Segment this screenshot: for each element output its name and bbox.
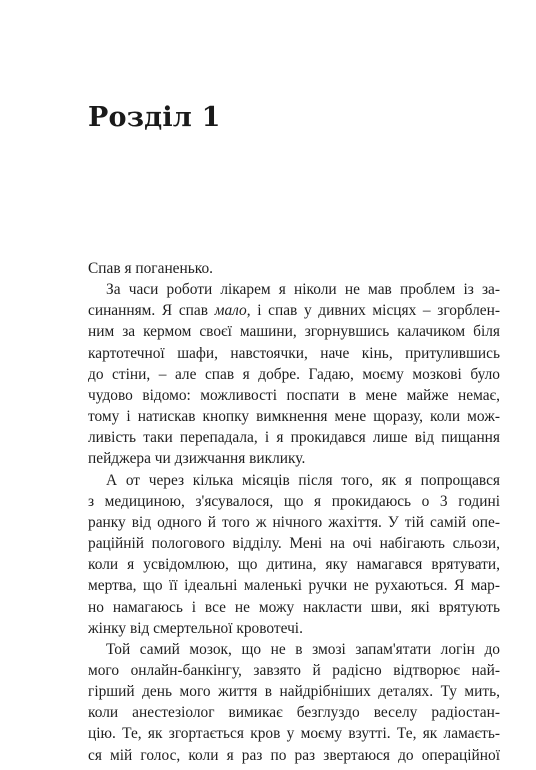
text-line: ливість таки перепадала, і я прокидався лише від пищання (88, 429, 500, 447)
text-line: мого онлайн-банкінгу, завзято й радісно відтворює най- (88, 661, 500, 679)
text-fragment: синанням. Я спав (88, 302, 208, 320)
text-line: з медициною, з'ясувалося, що я прокидаюсь о 3 годині (88, 492, 500, 510)
text-line: Спав я поганенько. (88, 260, 214, 277)
text-line: За часи роботи лікарем я ніколи не мав проблем із за- (106, 281, 500, 299)
chapter-body (88, 258, 500, 766)
chapter-title: Розділ 1 (88, 102, 221, 133)
text-line: тому і натискав кнопку вимкнення мене щоразу, коли мож- (88, 408, 500, 426)
text-line: мертва, що її ідеальні маленькі ручки не рухаються. Я мар- (88, 577, 500, 595)
text-line: раційній пологового відділу. Мені на очі набігають сльози, (88, 535, 500, 553)
text-line: гірший день мого життя в найдрібніших деталях. Ту мить, (88, 683, 500, 701)
text-line: картотечної шафи, навстоячки, наче кінь, притулившись (88, 344, 500, 362)
italic-word: мало (214, 302, 247, 320)
text-line: ранку від одного й того ж нічного жахіття. У тій самій опе- (88, 513, 500, 531)
text-line: коли анестезіолог вимикає безглуздо веселу радіостан- (88, 704, 500, 722)
text-line: ся мій голос, коли я раз по раз звертаюся до операційної (88, 746, 500, 764)
text-line: чудово відомо: можливості поспати в мене майже немає, (88, 386, 500, 404)
text-line: коли я усвідомлюю, що дитина, яку намагався врятувати, (88, 556, 500, 574)
text-line: пейджера чи дзижчання виклику. (88, 450, 306, 468)
text-fragment: , і спав у дивних місцях – згорблен- (246, 302, 500, 320)
text-line: жінку від смертельної кровотечі. (88, 619, 303, 637)
text-line (88, 300, 500, 321)
text-line: но намагаюсь і все не можу накласти шви, які врятують (88, 598, 500, 616)
text-line: до стіни, – але спав я добре. Гадаю, моєму мозкові було (88, 365, 500, 383)
text-line: Той самий мозок, що не в змозі запам'ятати логін до (106, 640, 500, 658)
text-line: цію. Те, як згортається кров у моєму взутті. Те, як ламаєть- (88, 725, 500, 743)
text-line: А от через кілька місяців після того, як я попрощався (106, 471, 500, 489)
text-line: ним за кермом своєї машини, згорнувшись калачиком біля (88, 323, 500, 341)
